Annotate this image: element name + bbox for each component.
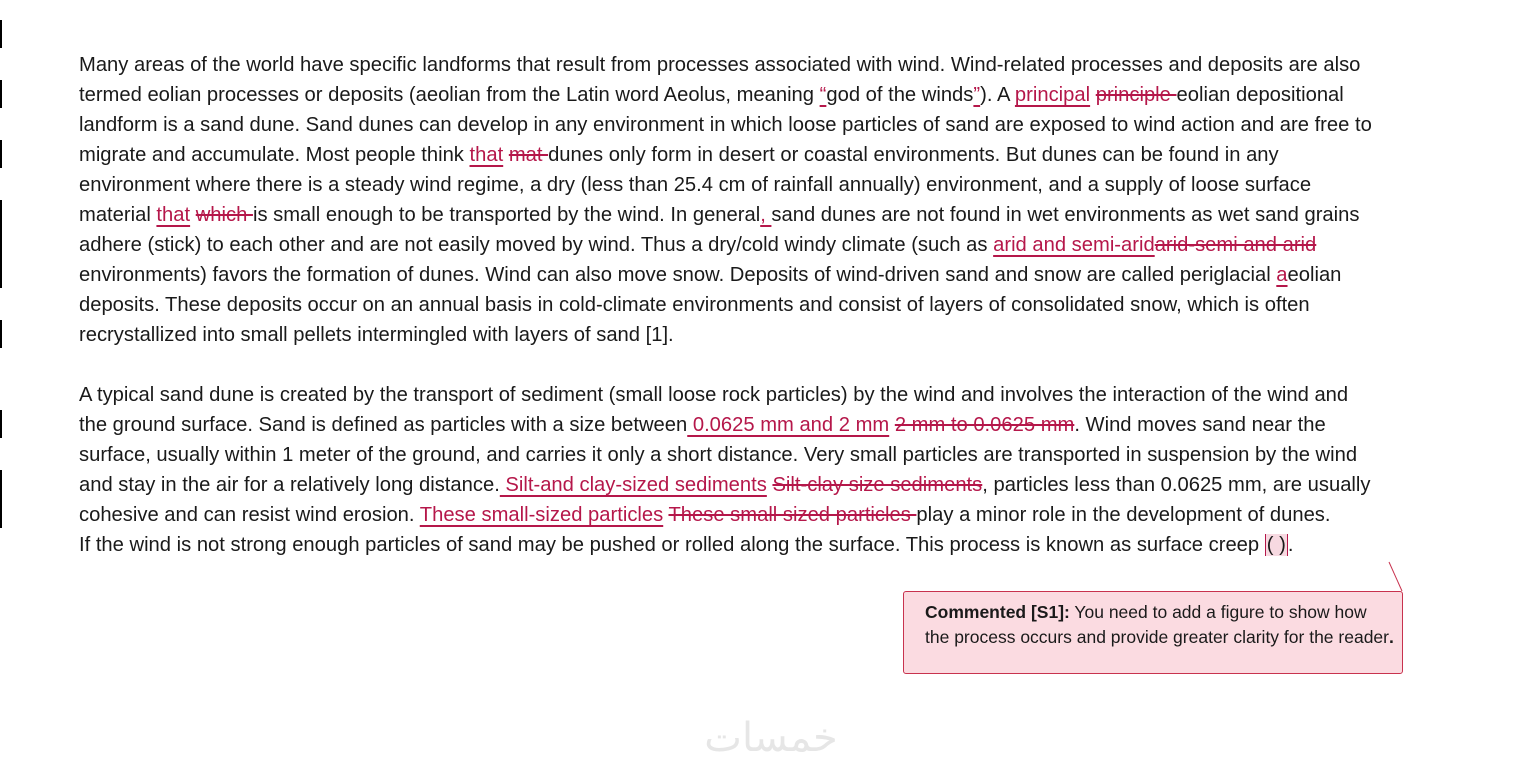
insertion[interactable]: a	[1276, 264, 1288, 286]
insertion[interactable]: ,	[760, 204, 772, 226]
insertion[interactable]: Silt-and clay-sized sediments	[499, 474, 767, 496]
deletion[interactable]: arid-semi and arid	[1154, 234, 1317, 256]
comment-end: .	[1388, 626, 1394, 647]
text-line: migrate and accumulate. Most people think that mat dunes only form in desert or coastal environments. But dunes can be found in any	[79, 144, 1279, 166]
text-line: and stay in the air for a relatively long distance. Silt-and clay-sized sediments Silt-clay size sediments, particles less than 0.0625 mm, are usually	[79, 474, 1371, 496]
change-bar	[0, 320, 2, 348]
comment-anchor[interactable]: ( )	[1266, 534, 1286, 556]
insertion[interactable]: 0.0625 mm and 2 mm	[687, 414, 890, 436]
insertion[interactable]: These small-sized particles	[419, 504, 664, 526]
text-line: environment where there is a steady wind regime, a dry (less than 25.4 cm of rainfall annually) environment, and a supply of loose surface	[79, 174, 1312, 196]
deletion[interactable]: These small sized particles	[668, 504, 917, 526]
comment-balloon[interactable]	[903, 591, 1403, 674]
paragraph-1	[79, 50, 1531, 350]
document-body[interactable]	[79, 50, 1531, 560]
svg-text:خمسات: خمسات	[704, 715, 838, 761]
deletion[interactable]: 2 mm to 0.0625 mm	[894, 414, 1075, 436]
text-line: adhere (stick) to each other and are not easily moved by wind. Thus a dry/cold windy climate (such as arid and semi-aridarid-semi and arid	[79, 234, 1317, 256]
insertion[interactable]: principal	[1014, 84, 1091, 106]
change-bar	[0, 20, 2, 48]
paragraph-2	[79, 380, 1531, 560]
text-line: surface, usually within 1 meter of the ground, and carries it only a short distance. Very small particles are transported in suspension by the wind	[79, 444, 1358, 466]
text-line: environments) favors the formation of dunes. Wind can also move snow. Deposits of wind-driven sand and snow are called periglacial aeolian	[79, 264, 1342, 286]
text-line: the ground surface. Sand is defined as particles with a size between 0.0625 mm and 2 mm 2 mm to 0.0625 mm. Wind moves sand near the	[79, 414, 1326, 436]
deletion[interactable]: Silt-clay size sediments	[772, 474, 983, 496]
text-line: recrystallized into small pellets intermingled with layers of sand [1].	[79, 324, 674, 346]
text-line: If the wind is not strong enough particles of sand may be pushed or rolled along the surface. This process is known as surface creep ( ).	[79, 534, 1294, 556]
text-line: deposits. These deposits occur on an annual basis in cold-climate environments and consist of layers of consolidated snow, which is often	[79, 294, 1310, 316]
deletion[interactable]: which	[195, 204, 253, 226]
insertion[interactable]: arid and semi-arid	[993, 234, 1155, 256]
text-line: termed eolian processes or deposits (aeolian from the Latin word Aeolus, meaning “god of the winds”). A principal principle eolian depositional	[79, 84, 1344, 106]
text-line: cohesive and can resist wind erosion. These small-sized particles These small sized particles play a minor role in the development of dunes.	[79, 504, 1331, 526]
text-line: A typical sand dune is created by the transport of sediment (small loose rock particles) by the wind and involves the interaction of the wind and	[79, 384, 1349, 406]
text-line: landform is a sand dune. Sand dunes can develop in any environment in which loose particles of sand are exposed to wind action and are free to	[79, 114, 1372, 136]
watermark-logo	[676, 715, 866, 765]
change-bar	[0, 410, 2, 438]
comment-label: Commented [S1]:	[925, 602, 1070, 622]
insertion[interactable]: “	[819, 84, 827, 106]
change-bar	[0, 200, 2, 288]
text-line: Many areas of the world have specific landforms that result from processes associated with wind. Wind-related processes and deposits are also	[79, 54, 1361, 76]
change-bar	[0, 80, 2, 108]
paragraph-spacing	[79, 350, 1531, 380]
change-bar	[0, 140, 2, 168]
comment-text: You need to add a figure to show how the process occurs and provide greater clarity for the reader	[925, 602, 1389, 647]
insertion[interactable]: that	[156, 204, 191, 226]
deletion[interactable]: mat	[508, 144, 549, 166]
change-bar	[0, 470, 2, 528]
deletion[interactable]: principle	[1095, 84, 1177, 106]
insertion[interactable]: that	[469, 144, 504, 166]
text-line: material that which is small enough to be transported by the wind. In general, sand dunes are not found in wet environments as wet sand grains	[79, 204, 1360, 226]
insertion[interactable]: ”	[973, 84, 981, 106]
